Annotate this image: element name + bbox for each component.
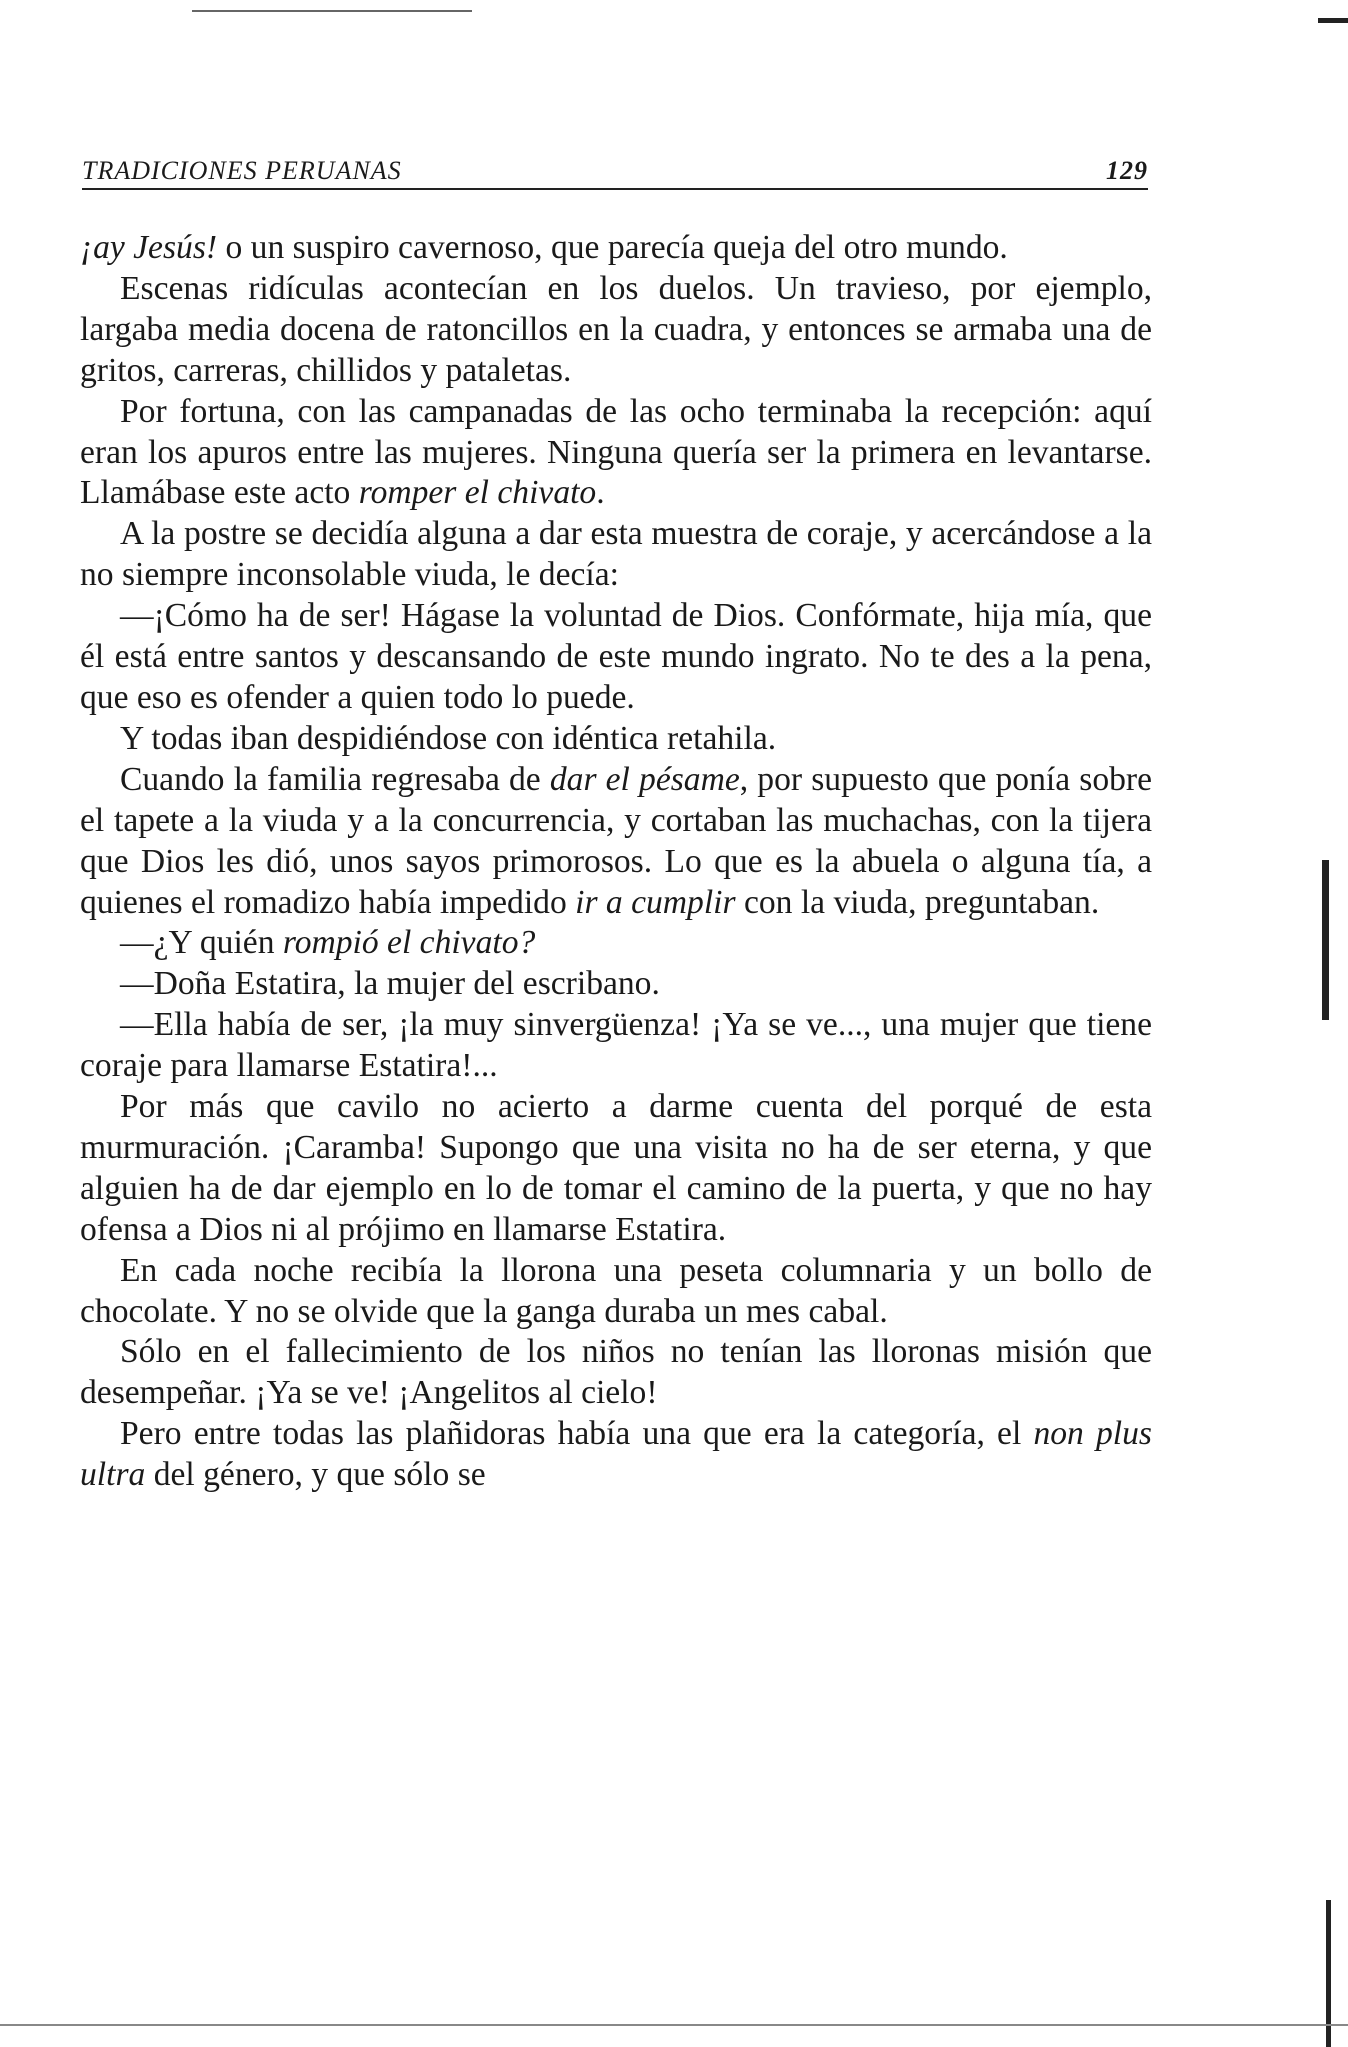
italic-run: romper el chivato (358, 474, 597, 512)
paragraph (80, 1332, 1152, 1414)
scan-artifact-bottom-line (0, 2024, 1348, 2026)
scan-artifact-right-bar (1322, 860, 1329, 1020)
paragraph (80, 1251, 1152, 1333)
running-header (82, 148, 1148, 190)
text-run: o un suspiro cavernoso, que parecía queja del otro mundo. (217, 229, 1008, 266)
paragraph (80, 596, 1152, 719)
text-run: —¿Y quién (120, 924, 283, 962)
text-run: Pero entre todas las plañidoras había una que era la categoría, el (120, 1415, 1034, 1453)
text-run: Cuando la familia regresaba de (120, 760, 550, 798)
paragraph (80, 760, 1152, 924)
paragraph (80, 1414, 1152, 1496)
text-run: con la viuda, preguntaban. (735, 883, 1100, 921)
paragraph (80, 719, 1152, 760)
italic-run: non plus ultra (80, 1415, 1152, 1494)
text-run: Sólo en el fallecimiento de los niños no tenían las lloronas misión que desempeñar. ¡Ya se ve! ¡Angelitos al cielo! (80, 1333, 1152, 1412)
text-run: . (596, 474, 605, 512)
paragraph (80, 269, 1152, 392)
text-run: Escenas ridículas acontecían en los duelos. Un travieso, por ejemplo, largaba media docena de ratoncillos en la cuadra, y entonces se armaba una de gritos, carreras, chillidos y pataletas. (80, 269, 1152, 389)
text-run: —¡Cómo ha de ser! Hágase la voluntad de Dios. Confórmate, hija mía, que él está entre santos y descansando de este mundo ingrato. No te des a la pena, que eso es ofender a quien todo lo puede. (80, 597, 1152, 716)
scan-artifact-top-line (192, 10, 472, 12)
text-run: En cada noche recibía la llorona una peseta columnaria y un bollo de chocolate. Y no se olvide que la ganga duraba un mes cabal. (80, 1251, 1152, 1330)
italic-run: ir a cumplir (575, 883, 736, 921)
paragraph (80, 923, 1152, 964)
page-number: 129 (1106, 156, 1148, 185)
text-run: —Ella había de ser, ¡la muy sinvergüenza! ¡Ya se ve..., una mujer que tiene coraje para llamarse Estatira!... (80, 1006, 1152, 1085)
italic-run: rompió el chivato? (282, 924, 536, 962)
text-run: Por más que cavilo no acierto a darme cuenta del porqué de esta murmuración. ¡Caramba! Supongo que una visita no ha de ser eterna, y que alguien ha de dar ejemplo en lo de tomar el camino de la puerta, y que no hay ofensa a Dios ni al prójimo en llamarse Estatira. (80, 1088, 1152, 1248)
paragraph (80, 228, 1152, 269)
text-run: A la postre se decidía alguna a dar esta muestra de coraje, y acercándose a la no siempre inconsolable viuda, le decía: (80, 515, 1152, 594)
paragraph (80, 392, 1152, 515)
scan-artifact-right-mark (1318, 18, 1348, 23)
paragraph (80, 1005, 1152, 1087)
paragraph (80, 514, 1152, 596)
text-run: del género, y que sólo se (145, 1456, 486, 1494)
italic-run: ¡ay Jesús! (80, 229, 218, 266)
text-run: —Doña Estatira, la mujer del escribano. (120, 965, 660, 1003)
running-title: TRADICIONES PERUANAS (82, 156, 402, 185)
text-run: , por supuesto que ponía sobre el tapete a la viuda y a la concurrencia, y cortaban las muchachas, con la tijera que Dios les dió, unos sayos primorosos. Lo que es la abuela o alguna tía, a quienes el romadizo había impedido (80, 760, 1152, 921)
italic-run: dar el pésame (549, 760, 740, 798)
body-text (80, 228, 1152, 1496)
text-run: Y todas iban despidiéndose con idéntica retahila. (120, 719, 777, 757)
text-run: Por fortuna, con las campanadas de las ocho terminaba la recepción: aquí eran los apuros entre las mujeres. Ninguna quería ser la primera en levantarse. Llamábase este acto (80, 392, 1152, 512)
paragraph (80, 1087, 1152, 1251)
paragraph (80, 964, 1152, 1005)
